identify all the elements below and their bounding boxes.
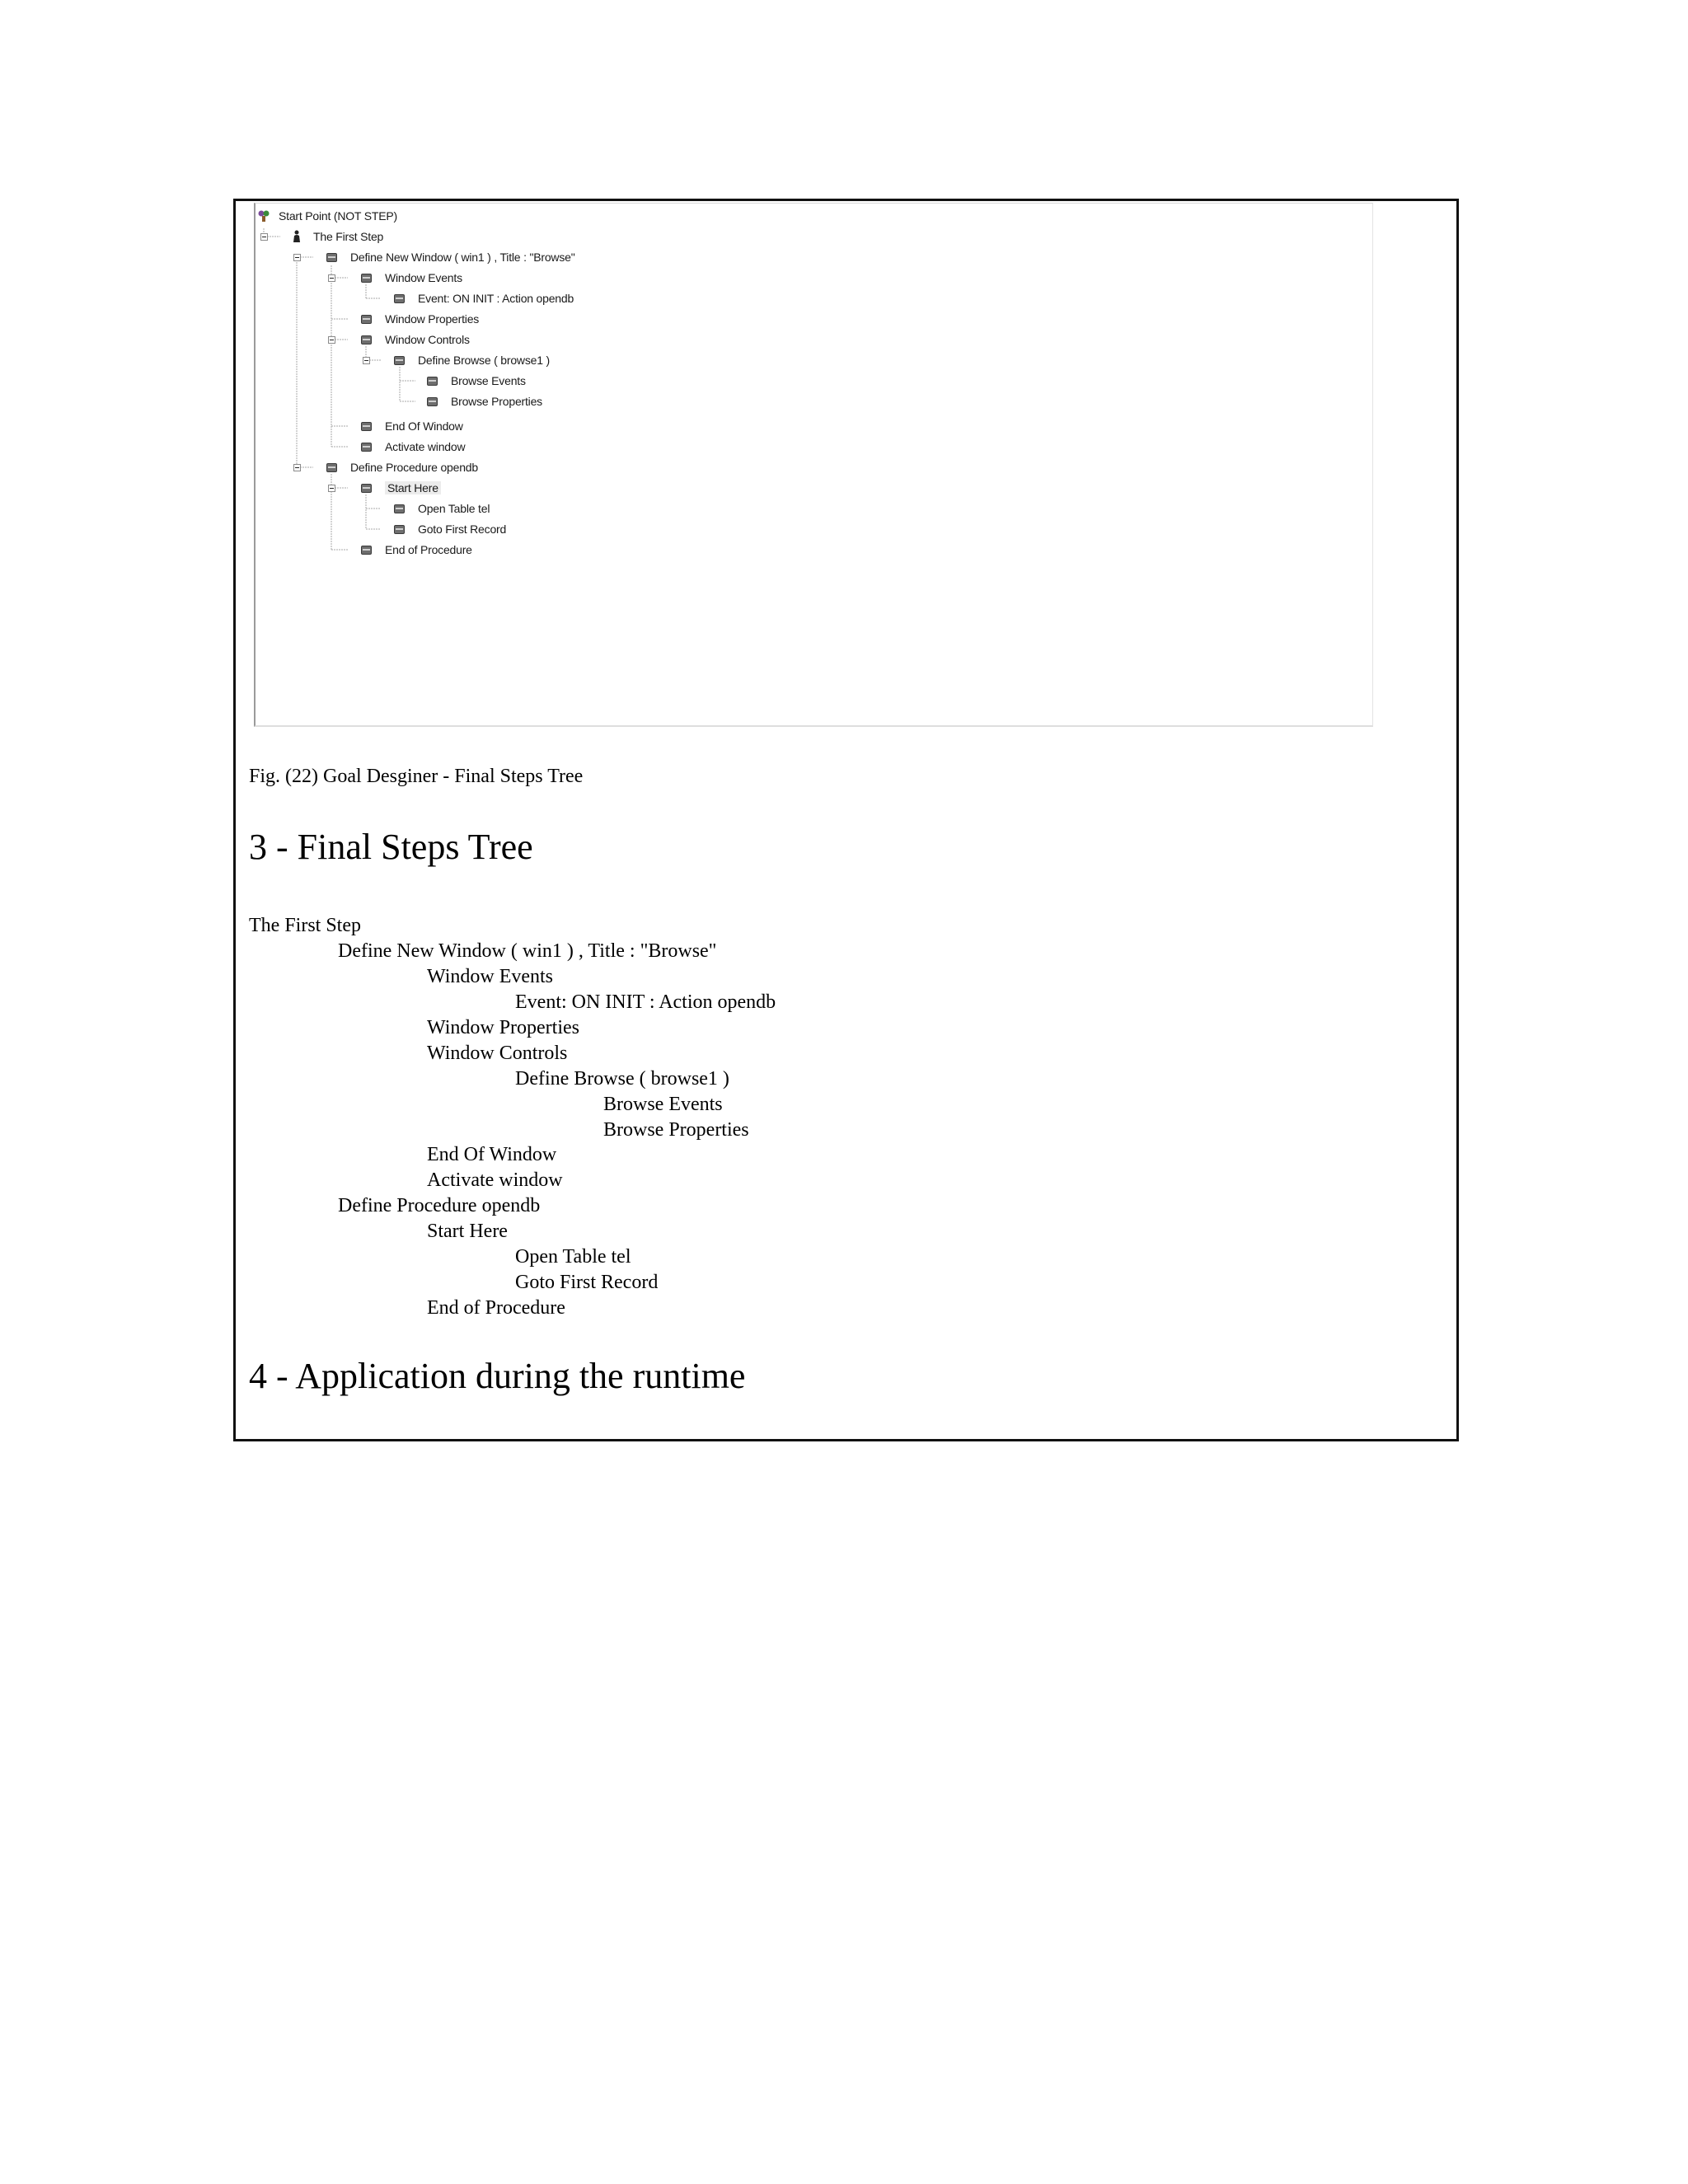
tree-node-define-browse[interactable] <box>394 351 550 369</box>
steps-line: Window Events <box>427 966 554 987</box>
tree-node-start-here[interactable] <box>361 479 441 497</box>
tree-node-open-table[interactable] <box>394 499 490 518</box>
collapse-toggle-icon[interactable] <box>363 357 370 364</box>
steps-line: Browse Events <box>603 1094 723 1115</box>
tree-node-end-of-window[interactable] <box>361 417 463 435</box>
step-node-icon <box>326 253 337 262</box>
tree-node-label: Define Browse ( browse1 ) <box>418 354 550 367</box>
steps-line: Browse Properties <box>603 1119 749 1141</box>
tree-node-label: Open Table tel <box>418 502 490 515</box>
step-node-icon <box>427 397 438 406</box>
step-node-icon <box>361 484 372 493</box>
step-node-icon <box>394 525 405 534</box>
steps-line: Goto First Record <box>515 1272 659 1293</box>
collapse-toggle-icon[interactable] <box>328 485 335 492</box>
tree-node-browse-events[interactable] <box>427 372 526 390</box>
collapse-toggle-icon[interactable] <box>328 336 335 344</box>
tree-node-label: Start Point (NOT STEP) <box>279 209 397 223</box>
steps-line: The First Step <box>249 915 361 936</box>
figure-caption: Fig. (22) Goal Desginer - Final Steps Tree <box>249 766 584 787</box>
section-heading-final-steps-tree: 3 - Final Steps Tree <box>249 827 533 867</box>
step-node-icon <box>361 335 372 344</box>
tree-node-label: Define New Window ( win1 ) , Title : "Browse" <box>350 251 575 264</box>
tree-node-label: Goto First Record <box>418 523 507 536</box>
step-node-icon <box>361 443 372 452</box>
step-node-icon <box>361 422 372 431</box>
tree-node-label: Browse Properties <box>451 395 542 408</box>
tree-node-activate-window[interactable] <box>361 438 465 456</box>
step-node-icon <box>394 294 405 303</box>
tree-node-label: Browse Events <box>451 374 526 387</box>
steps-line: Start Here <box>427 1221 508 1242</box>
step-node-icon <box>394 504 405 513</box>
tree-node-label: Window Events <box>385 271 462 284</box>
start-point-icon <box>257 209 270 223</box>
tree-node-browse-properties[interactable] <box>427 392 542 410</box>
step-node-icon <box>361 546 372 555</box>
step-figure-icon <box>292 230 302 243</box>
tree-node-label: Start Here <box>385 481 441 494</box>
tree-node-window-properties[interactable] <box>361 310 479 328</box>
section-heading-application-runtime: 4 - Application during the runtime <box>249 1356 746 1396</box>
collapse-toggle-icon[interactable] <box>293 464 301 471</box>
collapse-toggle-icon[interactable] <box>260 233 268 241</box>
step-node-icon <box>361 274 372 283</box>
tree-root-start-point[interactable] <box>257 207 397 225</box>
tree-node-window-events[interactable] <box>361 269 462 287</box>
step-node-icon <box>326 463 337 472</box>
steps-tree-panel[interactable] <box>254 203 1373 727</box>
tree-node-label: End of Procedure <box>385 543 472 556</box>
tree-node-label: The First Step <box>313 230 384 243</box>
step-node-icon <box>394 356 405 365</box>
steps-line: Open Table tel <box>515 1246 631 1268</box>
tree-node-label: Window Properties <box>385 312 480 326</box>
tree-node-label: Event: ON INIT : Action opendb <box>418 292 574 305</box>
steps-line: End of Procedure <box>427 1297 565 1319</box>
steps-line: Activate window <box>427 1169 563 1191</box>
steps-line: Define Procedure opendb <box>338 1195 541 1216</box>
tree-node-define-procedure[interactable] <box>326 458 478 476</box>
steps-line: Define Browse ( browse1 ) <box>515 1068 729 1090</box>
steps-line: Define New Window ( win1 ) , Title : "Browse" <box>338 940 717 962</box>
tree-node-label: Activate window <box>385 440 466 453</box>
tree-node-label: Define Procedure opendb <box>350 461 478 474</box>
steps-line: End Of Window <box>427 1144 557 1165</box>
steps-line: Window Properties <box>427 1017 580 1038</box>
collapse-toggle-icon[interactable] <box>293 254 301 261</box>
tree-node-window-controls[interactable] <box>361 330 470 349</box>
tree-node-label: End Of Window <box>385 419 463 433</box>
tree-node-end-of-procedure[interactable] <box>361 541 472 559</box>
steps-line: Window Controls <box>427 1043 568 1064</box>
steps-line: Event: ON INIT : Action opendb <box>515 991 776 1013</box>
collapse-toggle-icon[interactable] <box>328 274 335 282</box>
step-node-icon <box>427 377 438 386</box>
tree-node-first-step[interactable] <box>292 227 383 246</box>
tree-node-label: Window Controls <box>385 333 470 346</box>
tree-node-goto-first-record[interactable] <box>394 520 506 538</box>
tree-node-event-on-init[interactable] <box>394 289 574 307</box>
step-node-icon <box>361 315 372 324</box>
tree-node-define-window[interactable] <box>326 248 574 266</box>
